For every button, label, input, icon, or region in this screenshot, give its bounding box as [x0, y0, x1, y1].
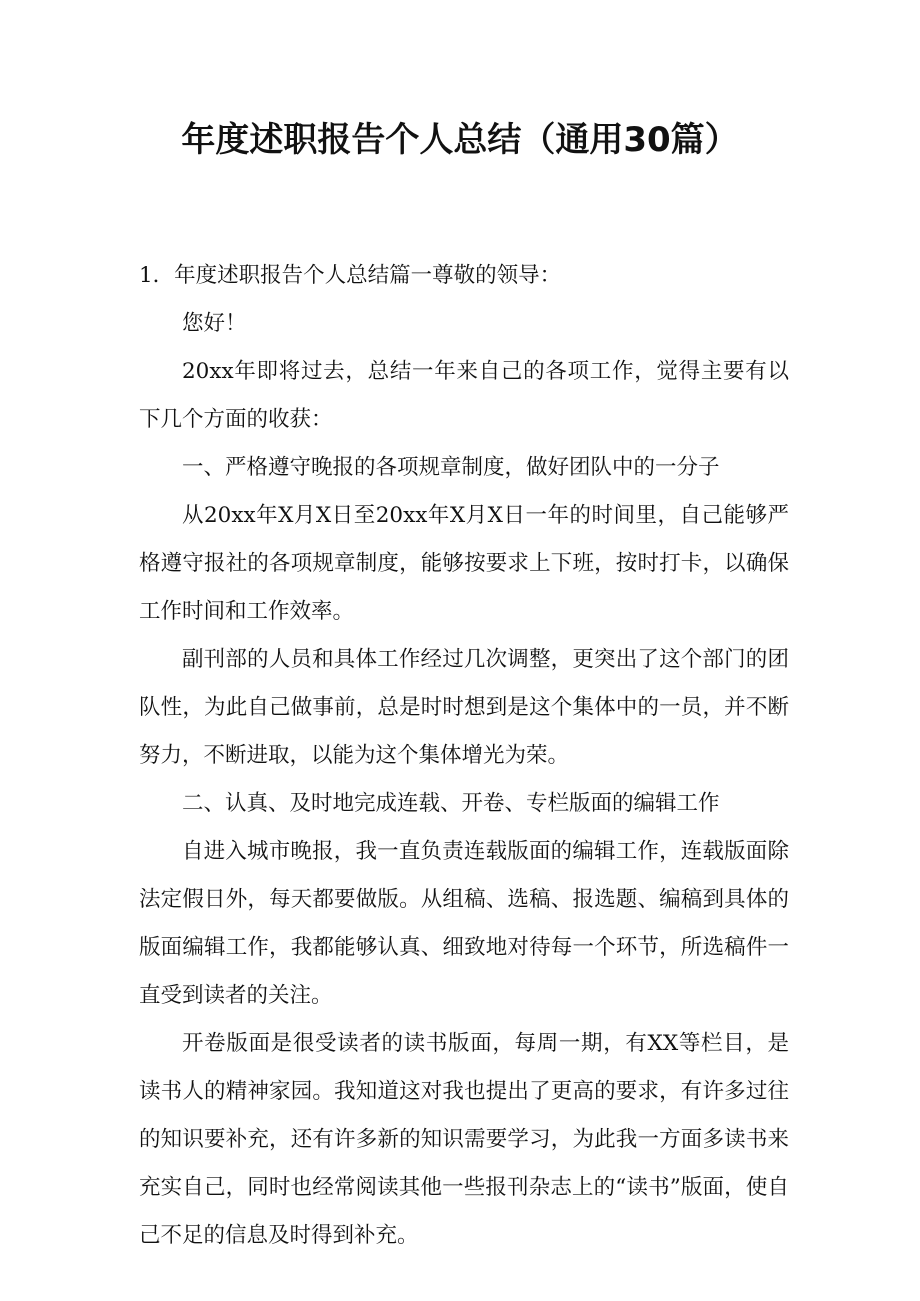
section-heading-1: 一、严格遵守晚报的各项规章制度，做好团队中的一分子 [182, 455, 720, 480]
paragraph: 从20xx年X月X日至20xx年X月X日一年的时间里，自己能够严格遵守报社的各项规章制度，能够按要求上下班，按时打卡，以确保工作时间和工作效率。 [139, 503, 789, 624]
document-title: 年度述职报告个人总结（通用30篇） [181, 120, 739, 160]
paragraph-intro: 20xx年即将过去，总结一年来自己的各项工作，觉得主要有以下几个方面的收获： [139, 359, 789, 432]
paragraph: 自进入城市晚报，我一直负责连载版面的编辑工作，连载版面除法定假日外，每天都要做版。从组稿、选稿、报选题、编稿到具体的版面编辑工作，我都能够认真、细致地对待每一个环节，所选稿件一直受到读者的关注。 [139, 839, 789, 1008]
section-heading-2: 二、认真、及时地完成连载、开卷、专栏版面的编辑工作 [182, 791, 720, 816]
document-body [139, 252, 789, 1260]
paragraph-heading: 1．年度述职报告个人总结篇一尊敬的领导： [139, 263, 562, 288]
paragraph: 副刊部的人员和具体工作经过几次调整，更突出了这个部门的团队性，为此自己做事前，总是时时想到是这个集体中的一员，并不断努力，不断进取，以能为这个集体增光为荣。 [139, 647, 789, 768]
paragraph: 开卷版面是很受读者的读书版面，每周一期，有XX等栏目，是读书人的精神家园。我知道这对我也提出了更高的要求，有许多过往的知识要补充，还有许多新的知识需要学习，为此我一方面多读书来充实自己，同时也经常阅读其他一些报刊杂志上的“读书”版面，使自己不足的信息及时得到补充。 [139, 1031, 789, 1248]
paragraph-greeting: 您好！ [182, 311, 247, 336]
